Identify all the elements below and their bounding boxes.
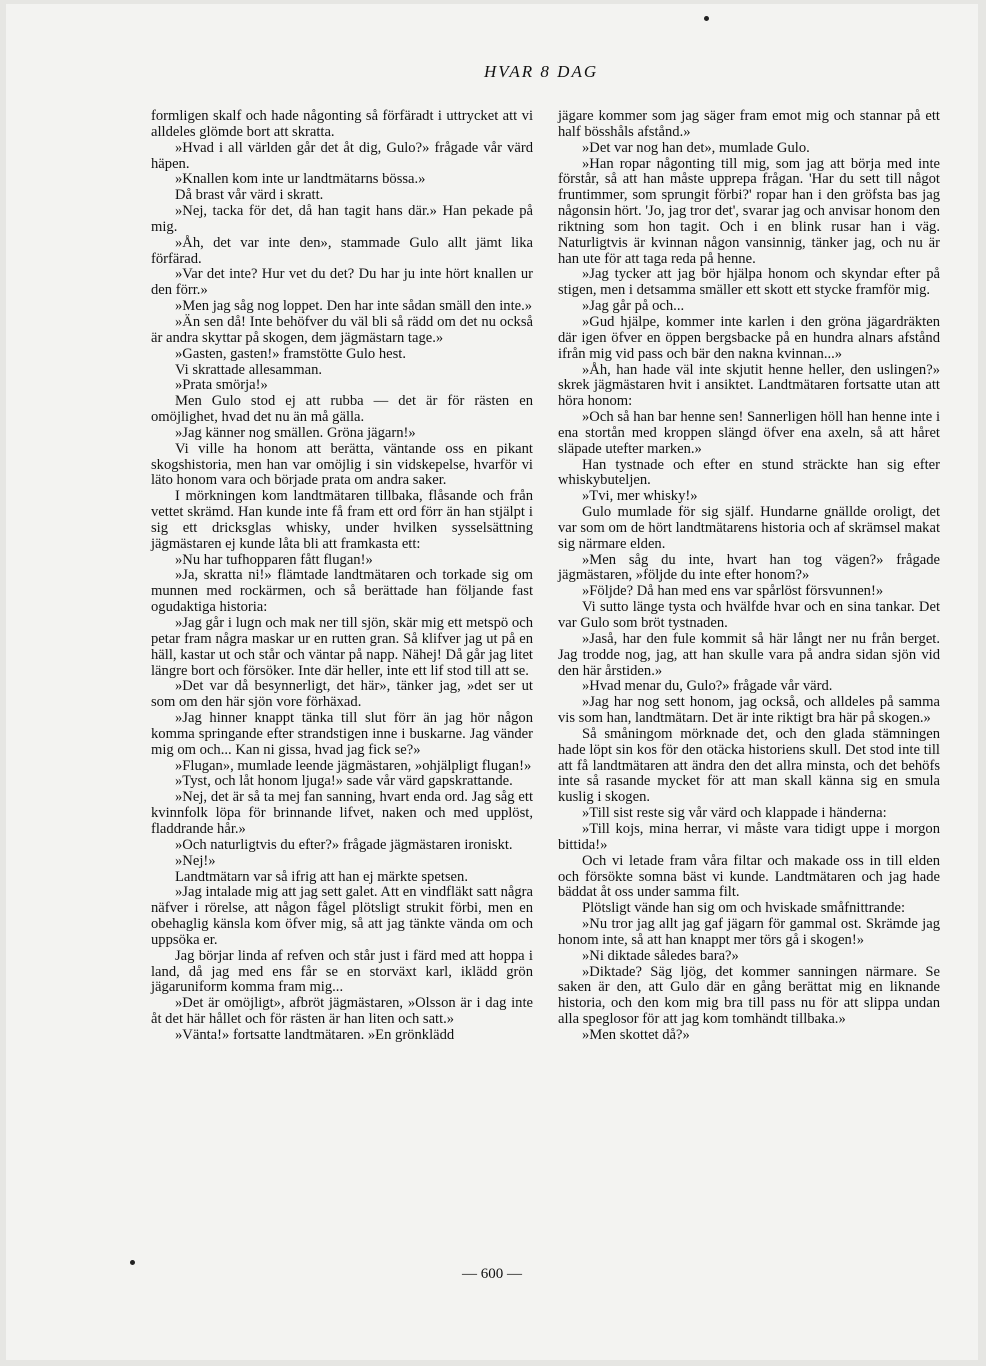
- paragraph: »Hvad menar du, Gulo?» frågade vår värd.: [582, 678, 833, 695]
- paragraph: »Men jag såg nog loppet. Den har inte sådan smäll den inte.»: [175, 298, 533, 315]
- paragraph: »Han ropar någonting till mig, som jag att börja med inte förstår, så att han måste upprepa frågan. 'Har du sett till något fruntimmer, som sprungit förbi?' ropar han i den gröfsta bas jag någonsin hört. 'Jo, jag tror det', svarar jag och anvisar honom den riktning som hon tagit. Och i en blink rusar han i väg. Naturligtvis är kvinnan någon vansinnig, tänker jag, och nu är han ute för att taga reda på henne.: [558, 155, 940, 267]
- paragraph: »Jag går på och...: [582, 298, 685, 315]
- ink-spot: [130, 1260, 135, 1265]
- paragraph: »Jag intalade mig att jag sett galet. Att en vindfläkt satt några näfver i rörelse, att någon fågel plötsligt strukit förbi, men en obehaglig känsla kom öfver mig, så att jag tänkte vända om och uppsöka er.: [151, 884, 533, 948]
- paragraph: »Gasten, gasten!» framstötte Gulo hest.: [175, 345, 407, 362]
- paragraph: »Till sist reste sig vår värd och klappade i händerna:: [582, 805, 887, 822]
- paragraph: »Men skottet då?»: [582, 1026, 690, 1043]
- paragraph: »Knallen kom inte ur landtmätarns bössa.»: [175, 171, 426, 188]
- paragraph: Men Gulo stod ej att rubba — det är för rästen en omöjlighet, hvad det nu än må gälla.: [151, 393, 533, 426]
- paragraph: Landtmätarn var så ifrig att han ej märkte spetsen.: [175, 868, 468, 885]
- right-text-column: [558, 109, 940, 1044]
- paragraph: formligen skalf och hade någonting så förfäradt i uttrycket att vi alldeles glömde bort att skratta.: [151, 108, 533, 140]
- paragraph: »Åh, han hade väl inte skjutit henne heller, den uslingen?» skrek jägmästaren hvit i ansiktet. Landtmätaren fortsatte utan att höra honom:: [558, 361, 940, 410]
- page-number: — 600 —: [462, 1266, 522, 1282]
- paragraph: »Jag går i lugn och mak ner till sjön, skär mig ett metspö och petar fram några maskar ur en rutten gran. Så klifver jag ut på en häll, kastar ut och står och väntar på napp. Nähej! Då går jag litet längre bort och försöker. Inte där heller, inte ett lif stod till att se.: [151, 615, 533, 679]
- paragraph: »Var det inte? Hur vet du det? Du har ju inte hört knallen ur den förr.»: [151, 266, 533, 299]
- paragraph: »Följde? Då han med ens var spårlöst försvunnen!»: [582, 583, 884, 600]
- paragraph: I mörkningen kom landtmätaren tillbaka, flåsande och från vettet skrämd. Han kunde inte få fram ett ord förr än han stjälpt i sig ett dricksglas whisky, under hvilken sysselsättning jägmästaren ej kunde låta bli att framkasta ett:: [151, 488, 533, 552]
- paragraph: »Nu tror jag allt jag gaf jägarn för gammal ost. Skrämde jag honom inte, så att han knappt mer törs gå i skogen!»: [558, 916, 940, 948]
- paragraph: »Nej, det är så ta mej fan sanning, hvart enda ord. Jag såg ett kvinnfolk löpa för brinnande lifvet, naken och med upplöst, fladdrande hår.»: [151, 789, 533, 837]
- paragraph: »Jaså, har den fule kommit så här långt ner nu från berget. Jag trodde nog, jag, att han skulle vara på andra sidan sjön vid den här årstiden.»: [558, 630, 940, 679]
- paragraph: »Hvad i all världen går det åt dig, Gulo?» frågade vår värd häpen.: [151, 139, 533, 172]
- paragraph: »Nej, tacka för det, då han tagit hans där.» Han pekade på mig.: [151, 203, 533, 235]
- paragraph: »Än sen då! Inte behöfver du väl bli så rädd om det nu också är andra skyttar på skogen, dem jägmästarn tage.»: [151, 313, 533, 346]
- paragraph: »Men såg du inte, hvart han tog vägen?» frågade jägmästaren, »följde du inte efter honom?»: [558, 551, 940, 584]
- running-header: HVAR 8 DAG: [484, 62, 599, 81]
- paragraph: Då brast vår värd i skratt.: [175, 187, 324, 204]
- paragraph: »Diktade? Säg ljög, det kommer sanningen närmare. Se saken är den, att Gulo där en gång berättat mig en liknande historia, och den kom mig bra till pass nu för att slippa undan alla speglosor för att jag kom tomhändt tillbaka.»: [558, 963, 940, 1028]
- paragraph: »Tyst, och låt honom ljuga!» sade vår värd gapskrattande.: [175, 773, 513, 790]
- paragraph: »Åh, det var inte den», stammade Gulo allt jämt lika förfärad.: [151, 234, 533, 267]
- paragraph: »Ni diktade således bara?»: [582, 947, 739, 964]
- left-text-column: [151, 109, 533, 1044]
- paragraph: Vi skrattade allesamman.: [175, 361, 323, 378]
- magazine-page: [6, 4, 978, 1360]
- paragraph: »Vänta!» fortsatte landtmätaren. »En grönklädd: [175, 1026, 455, 1043]
- paragraph: »Ja, skratta ni!» flämtade landtmätaren och torkade sig om munnen med rockärmen, och så berättade han följande fast ogudaktiga historia:: [151, 567, 533, 616]
- paragraph: »Nu har tufhopparen fått flugan!»: [175, 551, 373, 568]
- ink-spot: [704, 16, 709, 21]
- paragraph: Jag börjar linda af refven och står just i färd med att hoppa i land, då jag med ens får se en storväxt karl, iklädd grön jägaruniform komma fram mig...: [151, 947, 533, 996]
- paragraph: »Det är omöjligt», afbröt jägmästaren, »Olsson är i dag inte åt det här hållet och för rästen är han liten och satt.»: [151, 995, 533, 1028]
- paragraph: »Tvi, mer whisky!»: [582, 488, 698, 505]
- paragraph: Plötsligt vände han sig om och hviskade småfnittrande:: [582, 900, 906, 917]
- paragraph: »Jag känner nog smällen. Gröna jägarn!»: [175, 424, 416, 441]
- paragraph: »Och naturligtvis du efter?» frågade jägmästaren ironiskt.: [175, 836, 513, 853]
- paragraph: »Jag tycker att jag bör hjälpa honom och skyndar efter på stigen, men i detsamma smäller ett skott ett stycke framför mig.: [558, 266, 940, 299]
- paragraph: Så småningom mörknade det, och den glada stämningen hade löpt sin kos för den otäcka historiens skull. Det stod inte till att få landtmätaren att ändra den det allra minsta, och det behöfs inte så rasande mycket för att man skall känna sig en smula kuslig i skogen.: [558, 725, 940, 806]
- paragraph: Vi ville ha honom att berätta, väntande oss en pikant skogshistoria, men han var omöjlig i sin vidskepelse, hvarför vi läto honom vara och började prata om andra saker.: [151, 440, 533, 489]
- paragraph: »Jag hinner knappt tänka till slut förr än jag hör någon komma springande efter strandstigen inne i buskarne. Jag vänder mig om och... Kan ni gissa, hvad jag fick se?»: [151, 710, 533, 758]
- paragraph: »Det var då besynnerligt, det här», tänker jag, »det ser ut som om den här sjön vore förhäxad.: [151, 678, 533, 711]
- paragraph: Och vi letade fram våra filtar och makade oss in till elden och försökte somna bäst vi kunde. Landtmätaren och jag hade bäddat åt oss under samma filt.: [558, 852, 940, 901]
- paragraph: jägare kommer som jag säger fram emot mig och stannar på ett half bösshåls afstånd.»: [558, 108, 940, 140]
- paragraph: »Till kojs, mina herrar, vi måste vara tidigt uppe i morgon bittida!»: [558, 820, 940, 853]
- paragraph: Gulo mumlade för sig själf. Hundarne gnällde oroligt, det var som om de hört landtmätarens historia och af skrämsel makat sig närmare elden.: [558, 504, 940, 552]
- paragraph: »Det var nog han det», mumlade Gulo.: [582, 139, 810, 156]
- paragraph: »Gud hjälpe, kommer inte karlen i den gröna jägardräkten där igen öfver en öppen bergsbacke på en hundra alnars afstånd ifrån mig vid pass och bär den nakna kvinnan...»: [558, 313, 940, 362]
- paragraph: Han tystnade och efter en stund sträckte han sig efter whiskybuteljen.: [558, 456, 940, 489]
- paragraph: »Och så han bar henne sen! Sannerligen höll han henne inte i ena stortån med kroppen slängd öfver ena axeln, så att håret släpade utefter marken.»: [558, 409, 940, 457]
- paragraph: Vi sutto länge tysta och hvälfde hvar och en sina tankar. Det var Gulo som bröt tystnaden.: [558, 599, 940, 631]
- paragraph: »Flugan», mumlade leende jägmästaren, »ohjälpligt flugan!»: [175, 757, 532, 774]
- paragraph: »Prata smörja!»: [175, 377, 268, 394]
- paragraph: »Nej!»: [175, 852, 216, 869]
- paragraph: »Jag har nog sett honom, jag också, och alldeles på samma vis som han, landtmätarn. Det är inte riktigt bra här på skogen.»: [558, 694, 940, 727]
